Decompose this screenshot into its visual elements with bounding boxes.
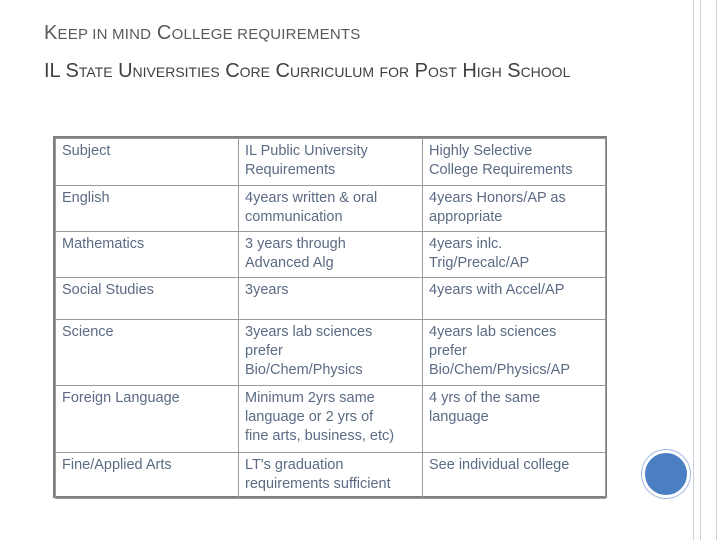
- table-cell: Mathematics: [56, 232, 239, 278]
- table-cell: 4years inlc. Trig/Precalc/AP: [423, 232, 606, 278]
- decorative-line-left: [693, 0, 694, 540]
- table-row: [56, 278, 606, 320]
- table-cell: Minimum 2yrs same language or 2 yrs of fine arts, business, etc): [239, 386, 423, 453]
- requirements-table-grid: [55, 138, 606, 499]
- header-cell-subject: Subject: [56, 139, 239, 186]
- slide-subtitle: IL State Universities Core Curriculum for Post High School: [44, 60, 571, 82]
- table-cell: 4years with Accel/AP: [423, 278, 606, 320]
- table-cell: Foreign Language: [56, 386, 239, 453]
- requirements-table: [53, 136, 607, 498]
- table-cell: English: [56, 186, 239, 232]
- table-cell: 4years Honors/AP as appropriate: [423, 186, 606, 232]
- decorative-line-far: [716, 0, 717, 540]
- table-cell: 3years lab sciences prefer Bio/Chem/Physics: [239, 320, 423, 386]
- header-cell-il-public: IL Public University Requirements: [239, 139, 423, 186]
- title-cap-c: C: [156, 22, 172, 44]
- table-row: [56, 386, 606, 453]
- table-cell: 3years: [239, 278, 423, 320]
- table-cell: See individual college: [423, 453, 606, 499]
- table-cell: 4 yrs of the same language: [423, 386, 606, 453]
- table-cell: 3 years through Advanced Alg: [239, 232, 423, 278]
- table-cell: 4years written & oral communication: [239, 186, 423, 232]
- slide-title: [44, 22, 360, 45]
- table-row: [56, 320, 606, 386]
- header-cell-highly-selective: Highly Selective College Requirements: [423, 139, 606, 186]
- table-cell: Social Studies: [56, 278, 239, 320]
- table-row: [56, 186, 606, 232]
- decorative-line-right: [700, 0, 701, 540]
- table-cell: Fine/Applied Arts: [56, 453, 239, 499]
- title-part2: OLLEGE REQUIREMENTS: [171, 26, 361, 43]
- title-cap-k: K: [44, 22, 58, 44]
- title-part1: EEP IN MIND: [57, 26, 152, 43]
- table-row: [56, 453, 606, 499]
- table-header-row: [56, 139, 606, 186]
- table-cell: Science: [56, 320, 239, 386]
- table-cell: LT's graduation requirements sufficient: [239, 453, 423, 499]
- decorative-circle: [642, 450, 690, 498]
- table-row: [56, 232, 606, 278]
- table-cell: 4years lab sciences prefer Bio/Chem/Physics/AP: [423, 320, 606, 386]
